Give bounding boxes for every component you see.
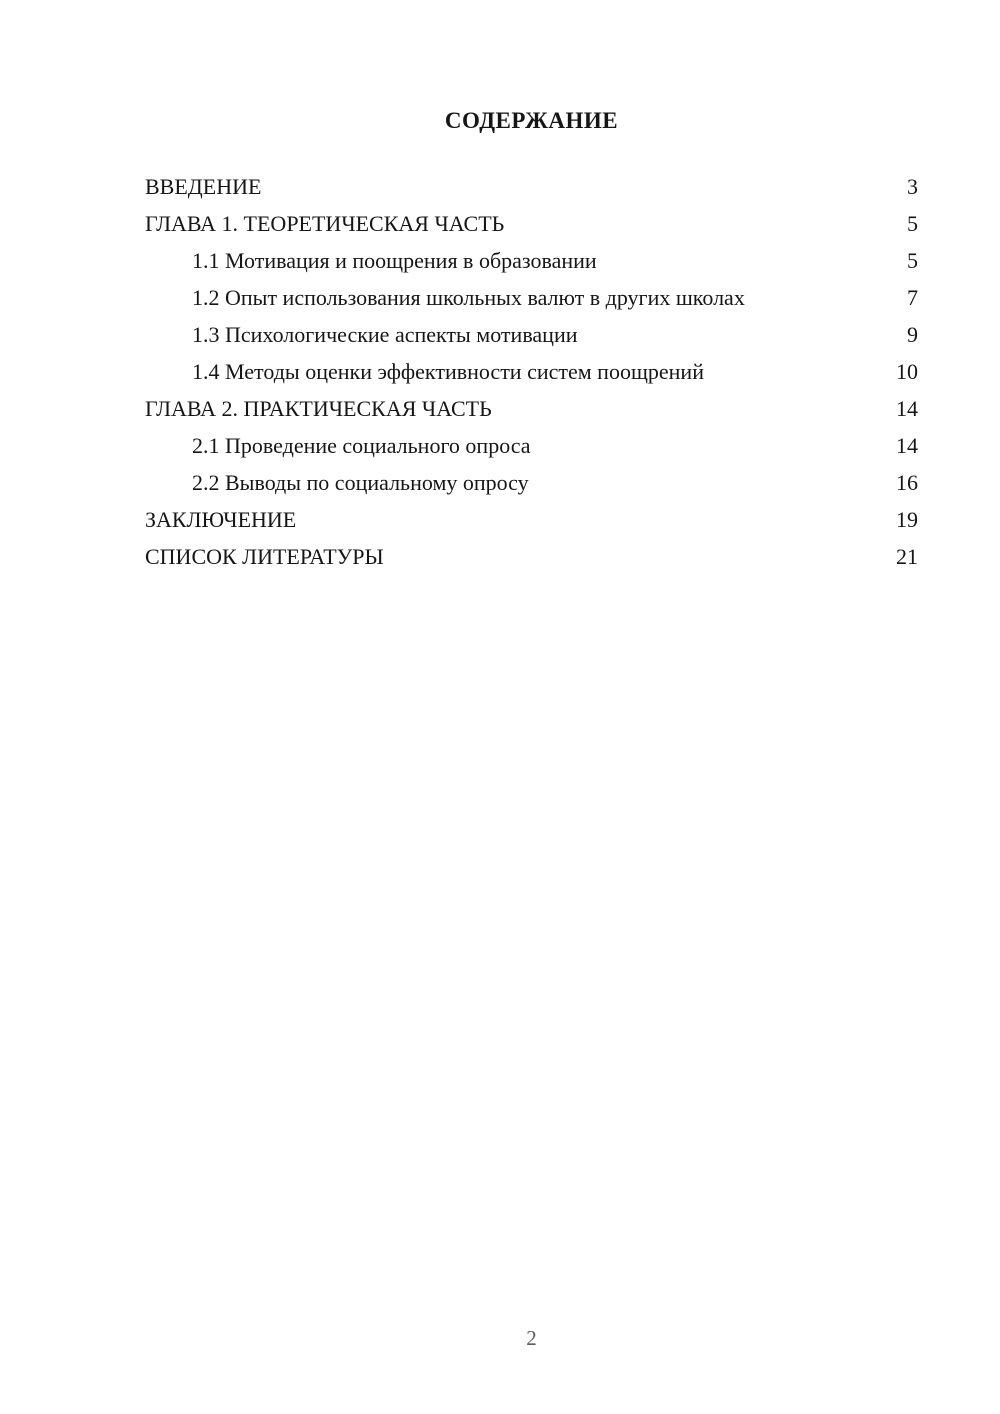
toc-entry [145,427,918,464]
toc-entry-page: 14 [896,396,918,421]
toc-entry [145,279,918,316]
toc-entry-page: 14 [896,433,918,458]
toc-entry [145,316,918,353]
toc-entry [145,538,918,575]
toc-entry-page: 5 [907,211,918,236]
toc-entry-page: 3 [907,174,918,199]
toc-entry [145,501,918,538]
toc-entry-label: 1.4 Методы оценки эффективности систем поощрений [192,359,704,384]
toc-entry [145,353,918,390]
toc-entry-label: ГЛАВА 2. ПРАКТИЧЕСКАЯ ЧАСТЬ [145,396,492,421]
toc-entry-page: 10 [896,359,918,384]
toc-entry-page: 9 [907,322,918,347]
toc-entry-page: 16 [896,470,918,495]
page-title: СОДЕРЖАНИЕ [444,108,619,134]
table-of-contents [145,168,918,575]
toc-entry-label: 2.1 Проведение социального опроса [192,433,531,458]
toc-entry-page: 21 [896,544,918,569]
footer-page-number: 2 [526,1326,537,1350]
toc-entry-label: ВВЕДЕНИЕ [145,174,262,199]
toc-entry-label: СПИСОК ЛИТЕРАТУРЫ [145,544,384,569]
toc-entry-label: ГЛАВА 1. ТЕОРЕТИЧЕСКАЯ ЧАСТЬ [145,211,505,236]
toc-entry [145,242,918,279]
toc-entry-label: 1.2 Опыт использования школьных валют в других школах [192,285,745,310]
toc-entry-label: ЗАКЛЮЧЕНИЕ [145,507,297,532]
toc-entry-page: 5 [907,248,918,273]
toc-entry-page: 19 [896,507,918,532]
toc-entry [145,390,918,427]
toc-entry-label: 1.3 Психологические аспекты мотивации [192,322,578,347]
toc-entry [145,205,918,242]
toc-entry-page: 7 [907,285,918,310]
toc-entry [145,168,918,205]
toc-entry-label: 2.2 Выводы по социальному опросу [192,470,529,495]
toc-entry [145,464,918,501]
toc-entry-label: 1.1 Мотивация и поощрения в образовании [192,248,597,273]
